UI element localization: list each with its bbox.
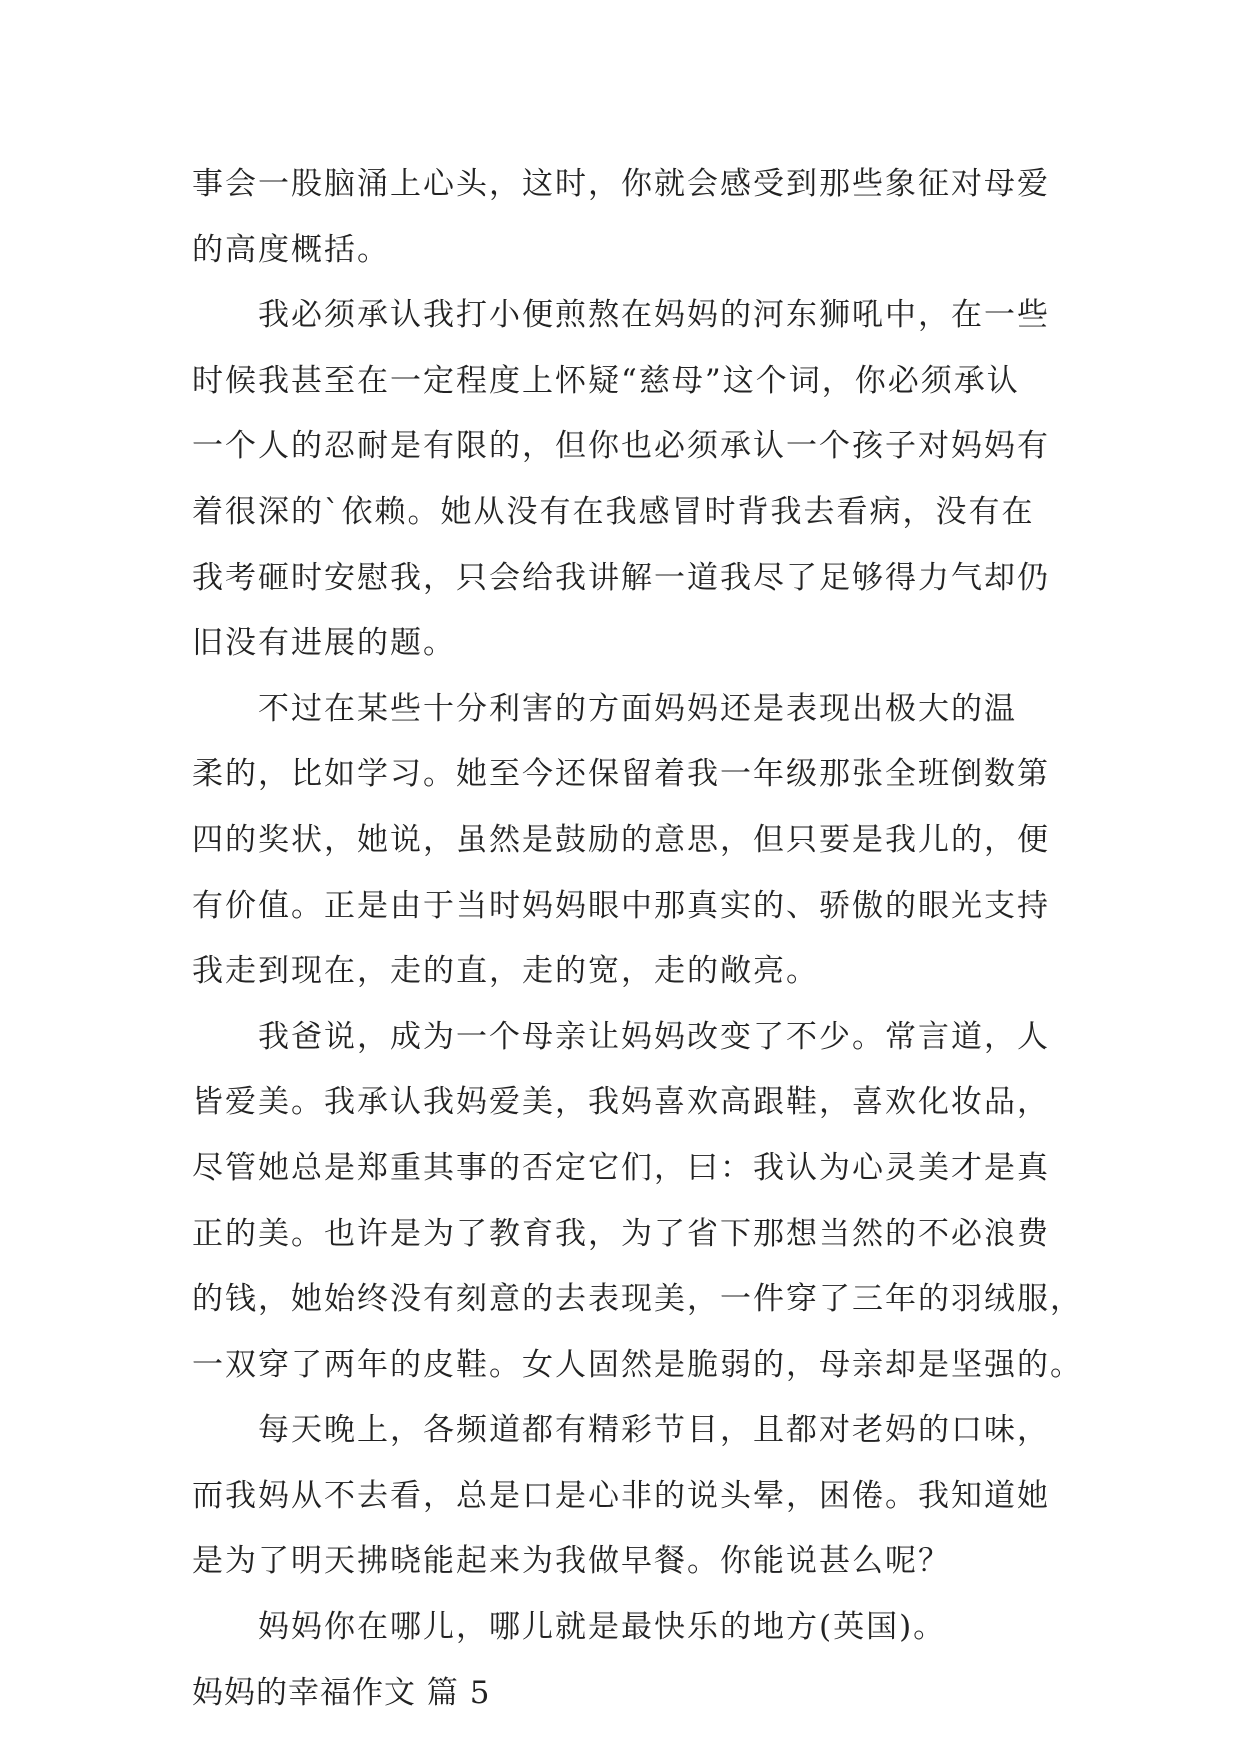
text-line: 的钱，她始终没有刻意的去表现美，一件穿了三年的羽绒服， — [192, 1281, 1083, 1318]
text-line: 尽管她总是郑重其事的否定它们，曰：我认为心灵美才是真 — [192, 1149, 1050, 1186]
text-line: 皆爱美。我承认我妈爱美，我妈喜欢高跟鞋，喜欢化妆品， — [192, 1084, 1050, 1121]
text-line: 而我妈从不去看，总是口是心非的说头晕，困倦。我知道她 — [192, 1477, 1050, 1514]
text-line: 柔的，比如学习。她至今还保留着我一年级那张全班倒数第 — [192, 756, 1050, 793]
text-line: 我爸说，成为一个母亲让妈妈改变了不少。常言道，人 — [258, 1018, 1050, 1055]
text-line: 四的奖状，她说，虽然是鼓励的意思，但只要是我儿的，便 — [192, 821, 1050, 858]
text-line: 着很深的`依赖。她从没有在我感冒时背我去看病，没有在 — [192, 493, 1035, 530]
text-line: 的高度概括。 — [192, 231, 390, 268]
text-line: 妈妈你在哪儿，哪儿就是最快乐的地方(英国)。 — [258, 1609, 947, 1646]
text-line: 事会一股脑涌上心头，这时，你就会感受到那些象征对母爱 — [192, 166, 1050, 202]
text-line: 是为了明天拂晓能起来为我做早餐。你能说甚么呢？ — [192, 1543, 951, 1580]
text-line: 我必须承认我打小便煎熬在妈妈的河东狮吼中，在一些 — [258, 297, 1050, 334]
text-line: 一个人的忍耐是有限的，但你也必须承认一个孩子对妈妈有 — [192, 428, 1050, 465]
text-line: 我考砸时安慰我，只会给我讲解一道我尽了足够得力气却仍 — [192, 559, 1050, 596]
text-line: 一双穿了两年的皮鞋。女人固然是脆弱的，母亲却是坚强的。 — [192, 1346, 1083, 1383]
paragraph — [192, 152, 1052, 283]
paragraph — [192, 677, 1052, 1005]
paragraph — [192, 1595, 1052, 1661]
text-line: 旧没有进展的题。 — [192, 625, 456, 662]
paragraph — [192, 1005, 1083, 1399]
text-line: 时候我甚至在一定程度上怀疑“慈母”这个词，你必须承认 — [192, 362, 1020, 399]
paragraph — [192, 283, 1052, 677]
section-heading: 妈妈的幸福作文 篇 5 — [192, 1674, 491, 1711]
text-line: 不过在某些十分利害的方面妈妈还是表现出极大的温 — [258, 690, 1017, 727]
text-line: 有价值。正是由于当时妈妈眼中那真实的、骄傲的眼光支持 — [192, 887, 1050, 924]
text-line: 我走到现在，走的直，走的宽，走的敞亮。 — [192, 953, 819, 990]
paragraph — [192, 1398, 1052, 1595]
essay-body — [192, 152, 1083, 1726]
text-line: 正的美。也许是为了教育我，为了省下那想当然的不必浪费 — [192, 1215, 1050, 1252]
text-line: 每天晚上，各频道都有精彩节目，且都对老妈的口味， — [258, 1412, 1050, 1449]
